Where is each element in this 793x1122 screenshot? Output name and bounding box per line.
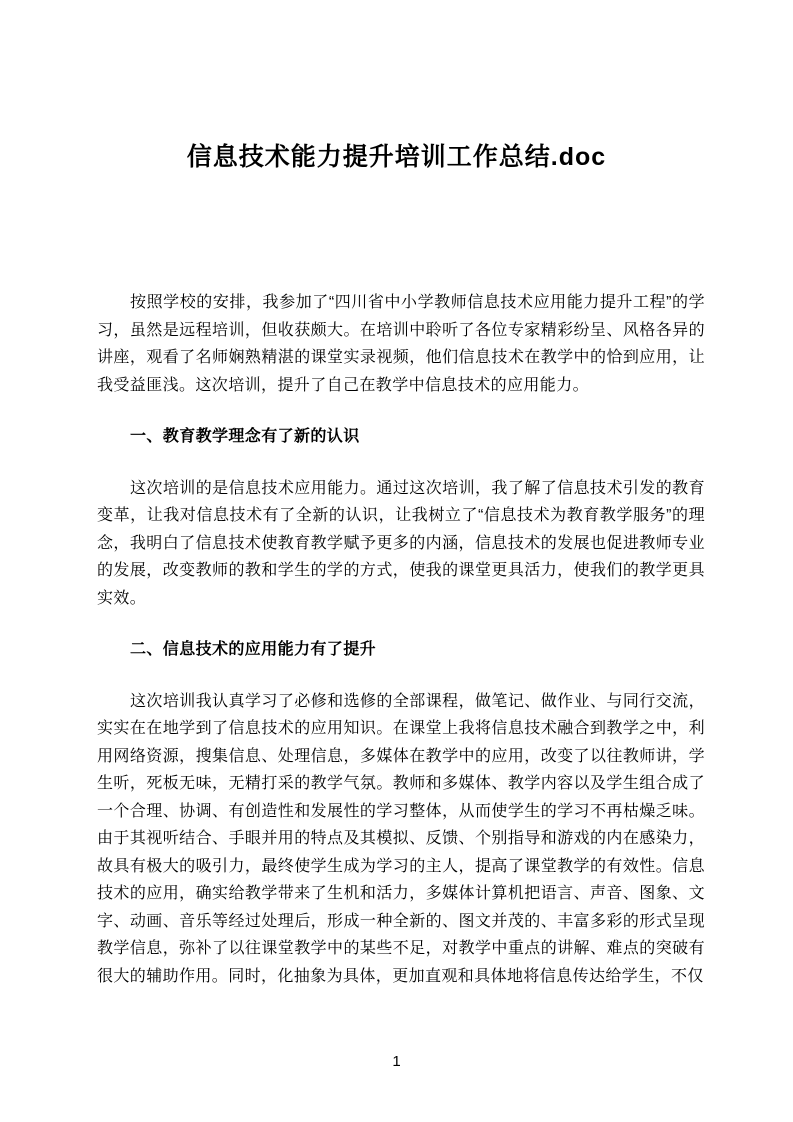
paragraph-intro: 按照学校的安排，我参加了“四川省中小学教师信息技术应用能力提升工程”的学习，虽然是远程培训，但收获颇大。在培训中聆听了各位专家精彩纷呈、风格各异的讲座，观看了名师娴熟精湛的课堂实录视频，他们信息技术在教学中的恰到应用，让我受益匪浅。这次培训，提升了自己在教学中信息技术的应用能力。 [97,294,705,394]
paragraph-section-2: 这次培训我认真学习了必修和选修的全部课程，做笔记、做作业、与同行交流，实实在在地学到了信息技术的应用知识。在课堂上我将信息技术融合到教学之中，利用网络资源，搜集信息、处理信息，多媒体在教学中的应用，改变了以往教师讲，学生听，死板无味，无精打采的教学气氛。教师和多媒体、教学内容以及学生组合成了一个合理、协调、有创造性和发展性的学习整体，从而使学生的学习不再枯燥乏味。由于其视听结合、手眼并用的特点及其模拟、反馈、个别指导和游戏的内在感染力，故具有极大的吸引力，最终使学生成为学习的主人，提高了课堂教学的有效性。信息技术的应用，确实给教学带来了生机和活力，多媒体计算机把语言、声音、图象、文字、动画、音乐等经过处理后，形成一种全新的、图文并茂的、丰富多彩的形式呈现教学信息，弥补了以往课堂教学中的某些不足，对教学中重点的讲解、难点的突破有很大的辅助作用。同时，化抽象为具体，更加直观和具体地将信息传达给学生，不仅 [97,692,705,985]
section-heading-1: 一、教育教学理念有了新的认识 [130,428,360,445]
document-body [97,289,705,990]
page-number: 1 [392,1053,401,1070]
document-title: 信息技术能力提升培训工作总结.doc [186,143,607,171]
page-footer [0,1050,793,1074]
paragraph-section-1: 这次培训的是信息技术应用能力。通过这次培训，我了解了信息技术引发的教育变革，让我对信息技术有了全新的认识，让我树立了“信息技术为教育教学服务”的理念，我明白了信息技术使教育教学赋予更多的内涵，信息技术的发展也促进教师专业的发展，改变教师的教和学生的学的方式，使我的课堂更具活力，使我们的教学更具实效。 [97,479,705,607]
section-heading-2: 二、信息技术的应用能力有了提升 [130,641,377,658]
